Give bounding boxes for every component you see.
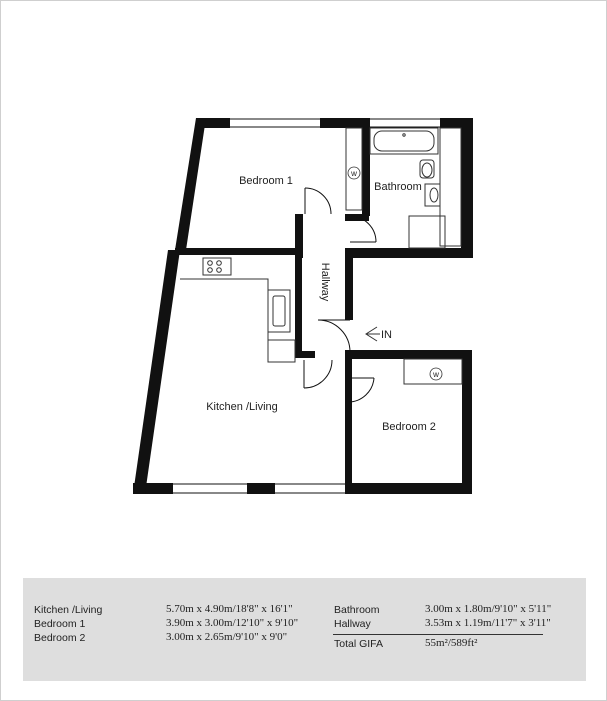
- wall-bottom-right: [348, 483, 472, 494]
- wall-bedroom1-left: [175, 118, 206, 250]
- label-bedroom2: Bedroom 2: [382, 421, 436, 433]
- wall-kitchen-left: [133, 250, 180, 494]
- wardrobe-mark-2: w: [433, 370, 439, 379]
- label-bathroom: Bathroom: [374, 181, 422, 193]
- windows: [173, 119, 440, 493]
- schedule-name: Kitchen /Living: [34, 604, 103, 616]
- label-kitchen-living: Kitchen /Living: [206, 401, 278, 413]
- wall-hall-left: [295, 255, 302, 358]
- schedule-dims: 3.90m x 3.00m/12'10" x 9'10": [166, 617, 299, 629]
- label-entrance: IN: [381, 329, 392, 341]
- wall-bedroom2-right: [462, 350, 472, 494]
- wall-hall-right: [345, 248, 353, 320]
- total-divider: [333, 634, 543, 635]
- schedule-name: Hallway: [334, 618, 371, 630]
- schedule-dims: 3.00m x 1.80m/9'10" x 5'11": [425, 603, 552, 615]
- wall-kitchen-bed2: [345, 350, 352, 494]
- total-value: 55m²/589ft²: [425, 637, 478, 649]
- label-bedroom1: Bedroom 1: [239, 175, 293, 187]
- kitchen-appliance: [268, 340, 295, 362]
- wardrobe-mark-1: w: [351, 169, 357, 178]
- wall-bedroom2-top: [348, 350, 472, 359]
- schedule-dims: 5.70m x 4.90m/18'8" x 16'1": [166, 603, 293, 615]
- schedule-name: Bedroom 1: [34, 618, 86, 630]
- exterior-walls: [133, 118, 473, 494]
- wall-bed1-bath: [362, 128, 370, 216]
- schedule-name: Bedroom 2: [34, 632, 86, 644]
- hob: [203, 258, 231, 275]
- schedule-name: Bathroom: [334, 604, 380, 616]
- wall-hall-bottom: [295, 351, 315, 358]
- kitchen-counter: [180, 279, 268, 340]
- wall-bathroom-right: [461, 118, 473, 258]
- bathtub: [370, 128, 438, 154]
- schedule-dims: 3.00m x 2.65m/9'10" x 9'0": [166, 631, 288, 643]
- entrance-arrow-icon: [366, 327, 380, 341]
- wall-bed1-kitchen: [175, 248, 297, 255]
- area-schedule: [23, 578, 586, 681]
- schedule-dims: 3.53m x 1.19m/11'7" x 3'11": [425, 617, 551, 629]
- wall-bottom-mid: [247, 483, 275, 494]
- wall-bathroom-bottom: [348, 248, 473, 258]
- wall-hall-left-top: [295, 214, 303, 258]
- bath-side-unit: [440, 128, 461, 246]
- wall-top-mid: [320, 118, 370, 128]
- wall-hall-top: [345, 214, 369, 221]
- label-hallway: Hallway: [319, 262, 331, 302]
- total-label: Total GIFA: [334, 638, 384, 650]
